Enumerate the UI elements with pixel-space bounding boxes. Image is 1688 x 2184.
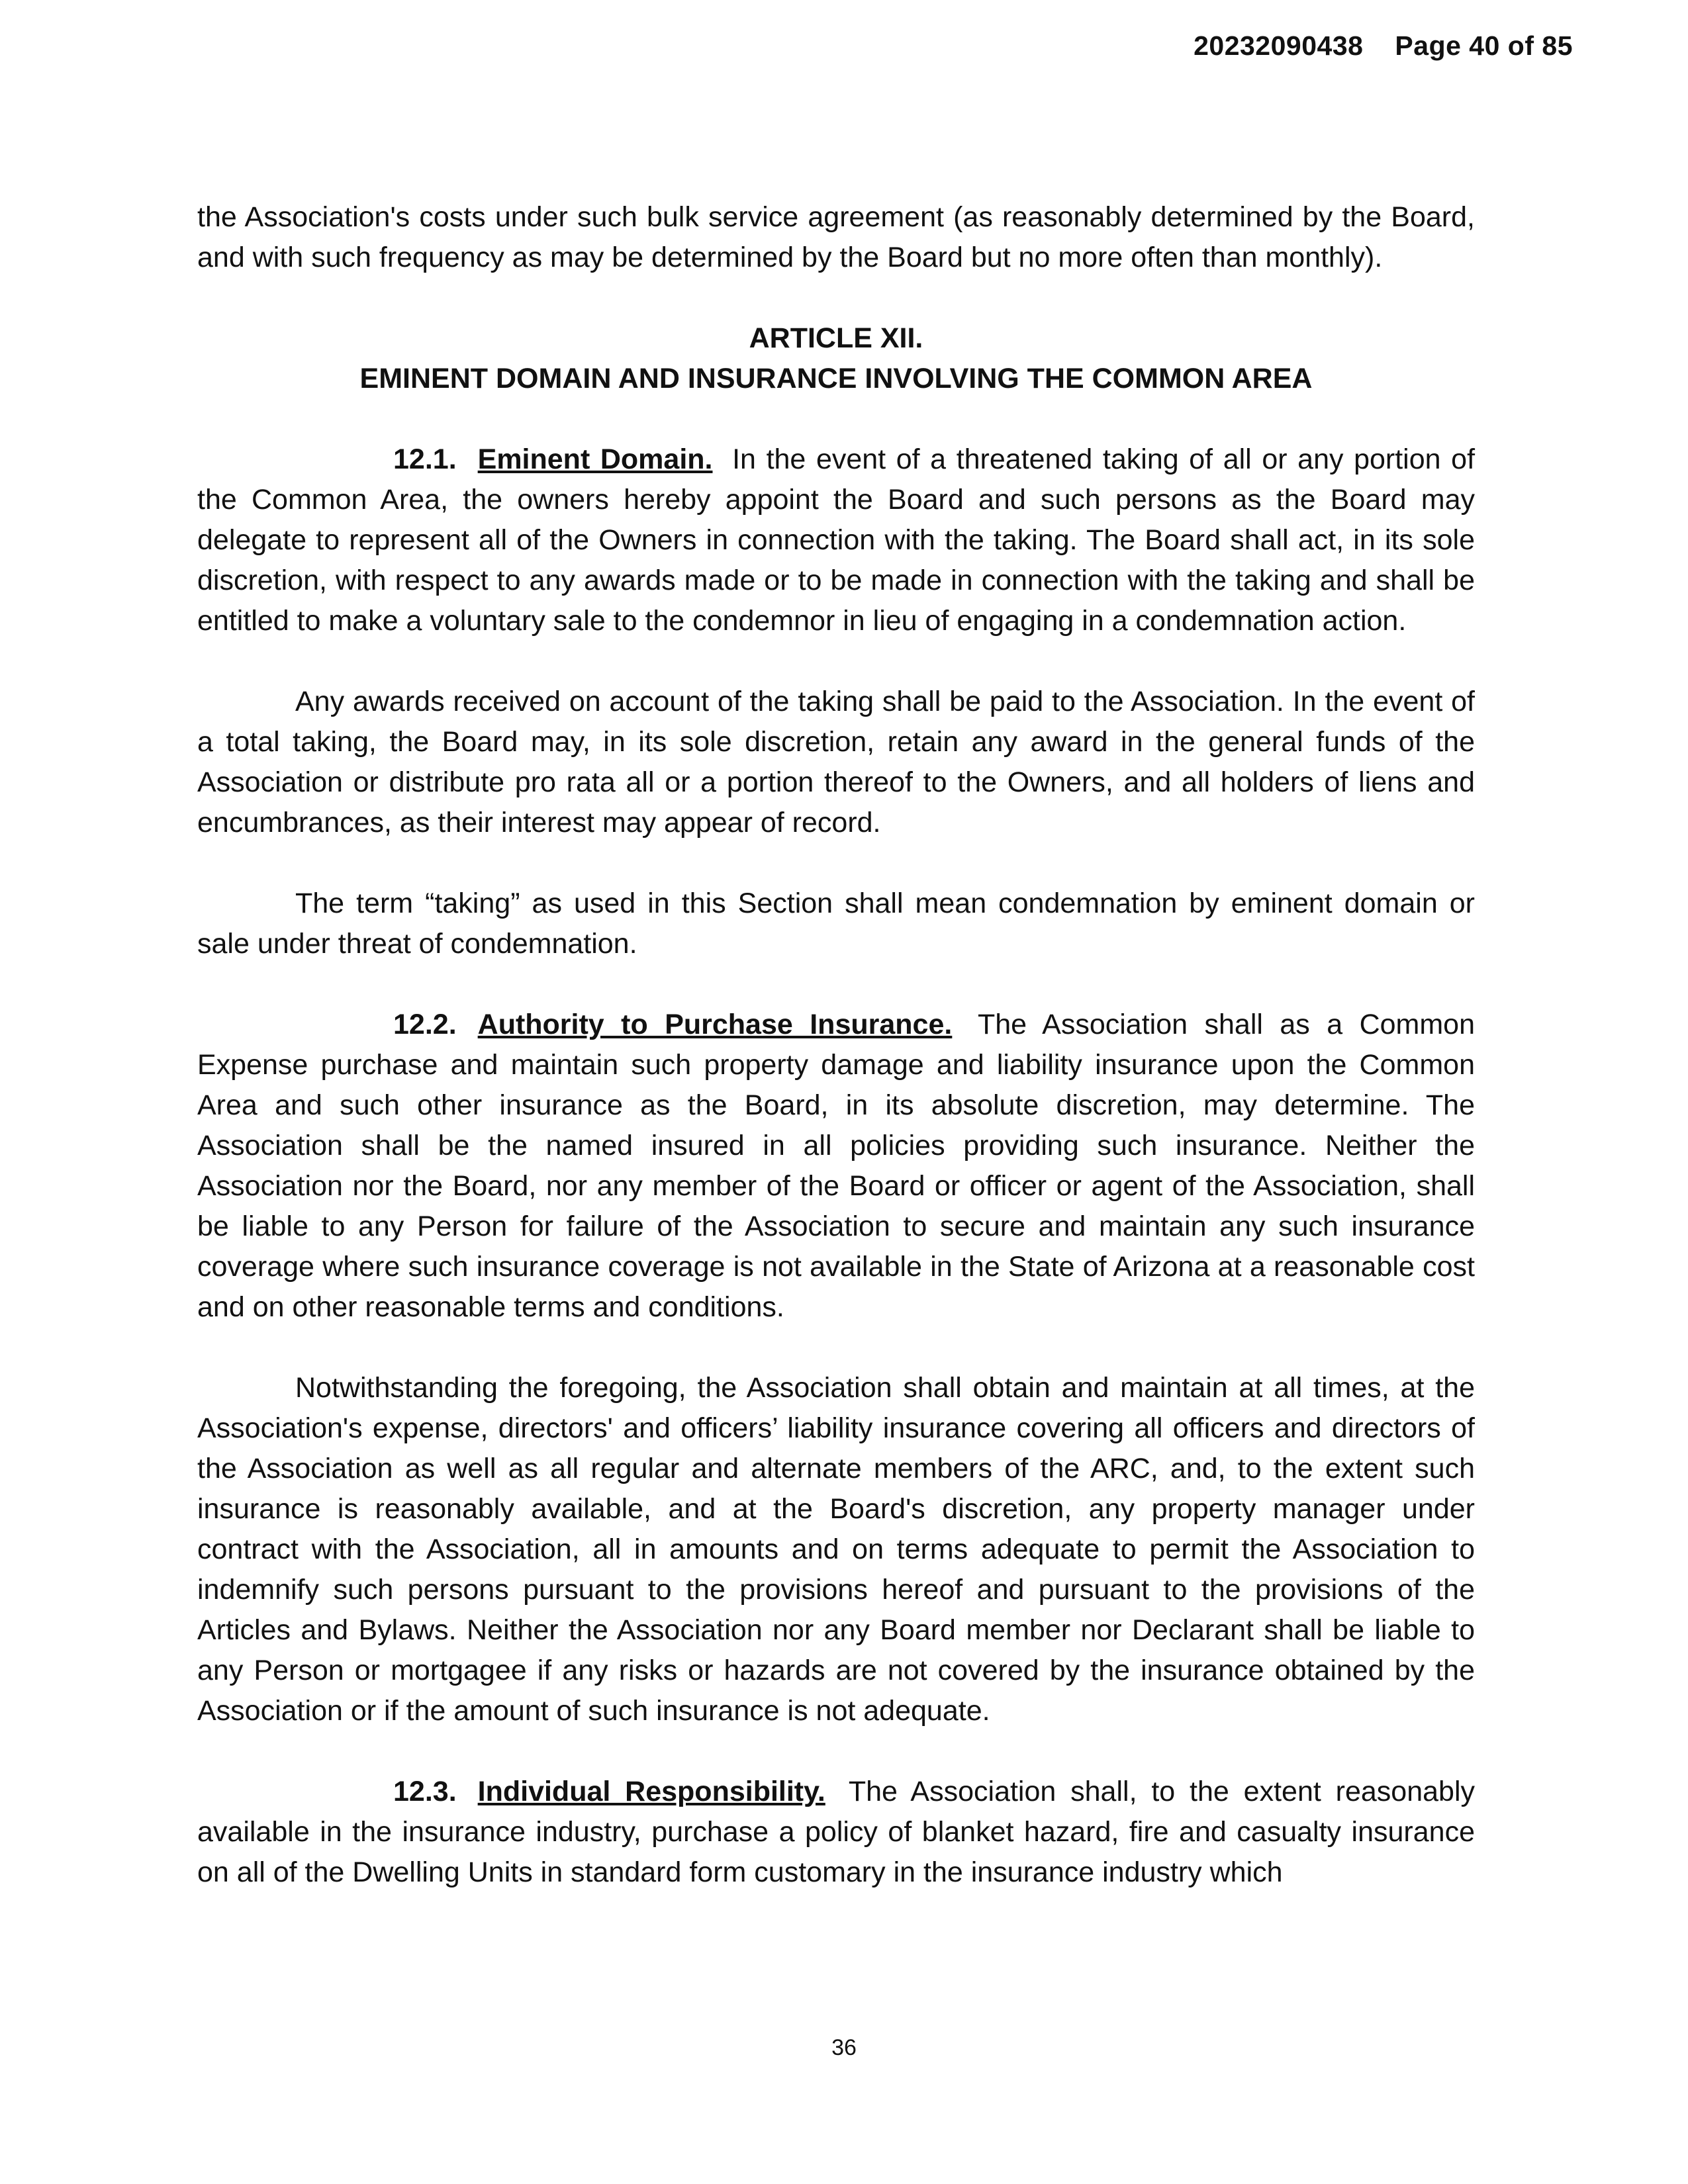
section-title: Individual Responsibility.: [477, 1776, 825, 1807]
section-number: 12.1.: [393, 443, 457, 475]
article-number: ARTICLE XII.: [749, 322, 923, 354]
recording-stamp: [1194, 30, 1573, 62]
section-title: Eminent Domain.: [477, 443, 713, 475]
article-title: EMINENT DOMAIN AND INSURANCE INVOLVING THE COMMON AREA: [359, 363, 1313, 394]
section-12-1-paragraph-3: The term “taking” as used in this Section shall mean condemnation by eminent domain or sale under threat of condemnation.: [197, 887, 1475, 960]
section-text: The Association shall as a Common Expense purchase and maintain such property damage and liability insurance upon the Common Area and such other insurance as the Board, in its absolute discretion, may determine. The Association shall be the named insured in all policies providing such insurance. Neither the Association nor the Board, nor any member of the Board or officer or agent of the Association, shall be liable to any Person for failure of the Association to secure and maintain any such insurance coverage where such insurance coverage is not available in the State of Arizona at a reasonable cost and on other reasonable terms and conditions.: [197, 1009, 1476, 1323]
page-number: 36: [831, 2035, 857, 2060]
section-number: 12.2.: [393, 1009, 457, 1040]
section-number: 12.3.: [393, 1776, 457, 1807]
section-12-1-paragraph-2: Any awards received on account of the taking shall be paid to the Association. In the event of a total taking, the Board may, in its sole discretion, retain any award in the general funds of the Association or distribute pro rata all or a portion thereof to the Owners, and all holders of liens and encumbrances, as their interest may appear of record.: [197, 686, 1475, 839]
article-heading: [197, 318, 1475, 399]
section-12-2-paragraph-2: Notwithstanding the foregoing, the Association shall obtain and maintain at all times, at the Association's expense, directors' and officers’ liability insurance covering all officers and directors of the Association as well as all regular and alternate members of the ARC, and, to the extent such insurance is reasonably available, and at the Board's discretion, any property manager under contract with the Association, all in amounts and on terms adequate to permit the Association to indemnify such persons pursuant to the provisions hereof and pursuant to the provisions of the Articles and Bylaws. Neither the Association nor any Board member nor Declarant shall be liable to any Person or mortgagee if any risks or hazards are not covered by the insurance obtained by the Association or if the amount of such insurance is not adequate.: [197, 1372, 1475, 1727]
page-indicator: Page 40 of 85: [1395, 30, 1573, 61]
section-text: The Association shall, to the extent reasonably available in the insurance industry, purchase a policy of blanket hazard, fire and casualty insurance on all of the Dwelling Units in standard form customary in the insurance industry which: [197, 1776, 1476, 1888]
section-title: Authority to Purchase Insurance.: [477, 1009, 953, 1040]
carryover-paragraph: the Association's costs under such bulk service agreement (as reasonably determined by the Board, and with such frequency as may be determined by the Board but no more often than monthly).: [197, 201, 1475, 273]
document-body: [197, 197, 1475, 1933]
section-text: In the event of a threatened taking of all or any portion of the Common Area, the owners hereby appoint the Board and such persons as the Board may delegate to represent all of the Owners in connection with the taking. The Board shall act, in its sole discretion, with respect to any awards made or to be made in connection with the taking and shall be entitled to make a voluntary sale to the condemnor in lieu of engaging in a condemnation action.: [197, 443, 1476, 637]
section-12-2: [197, 1005, 1475, 1328]
document-number: 20232090438: [1194, 30, 1364, 61]
section-12-1: [197, 439, 1475, 641]
section-12-3: [197, 1772, 1475, 1893]
